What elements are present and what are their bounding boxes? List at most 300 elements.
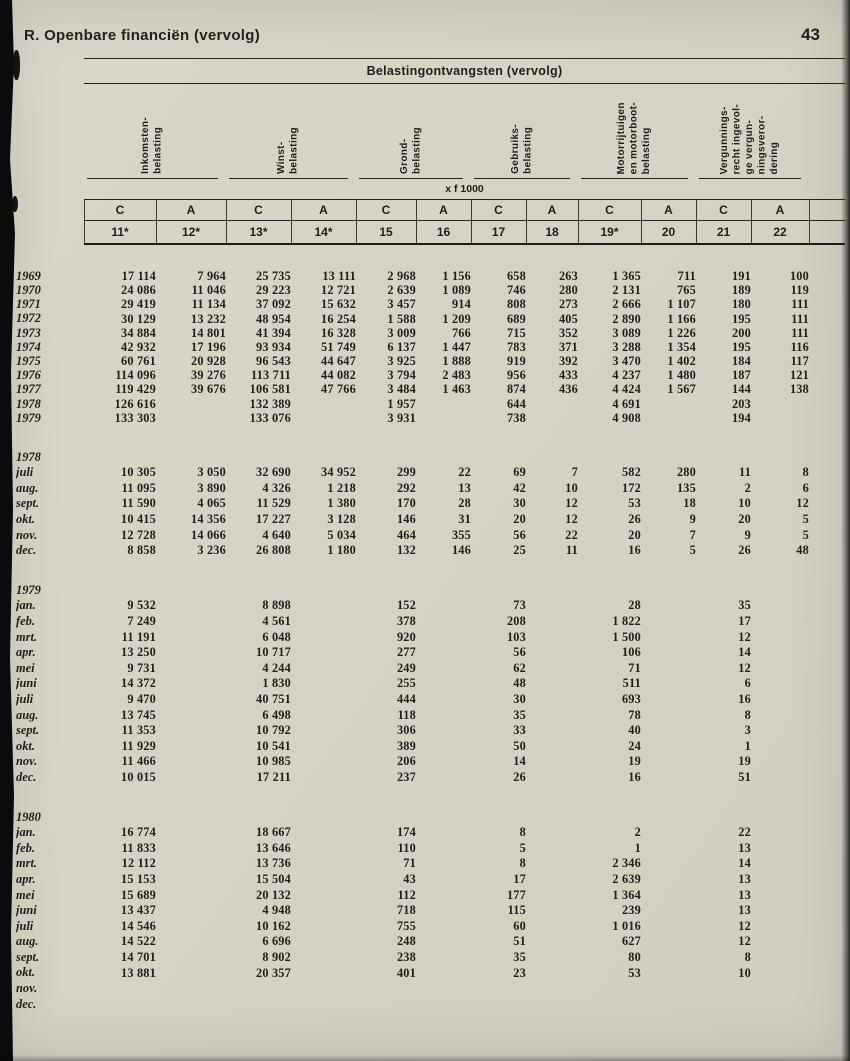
data-cell: 17 bbox=[738, 614, 751, 629]
data-cell: 1 380 bbox=[327, 496, 356, 511]
group-label-motorrijtuigen-en-motorbootbelasting bbox=[616, 102, 654, 174]
data-cell: 3 089 bbox=[612, 325, 641, 340]
data-cell bbox=[641, 397, 696, 411]
data-cell: 71 bbox=[403, 856, 416, 871]
data-cell: 26 bbox=[513, 769, 526, 784]
row-edge bbox=[809, 613, 845, 629]
table-row bbox=[16, 411, 845, 425]
data-cell bbox=[526, 980, 578, 996]
data-cell: 255 bbox=[396, 676, 416, 691]
data-cell: 238 bbox=[396, 949, 416, 964]
data-cell: 13 437 bbox=[120, 903, 156, 918]
data-cell: 15 689 bbox=[120, 887, 156, 902]
data-cell: 12 bbox=[738, 629, 751, 644]
data-cell: 13 881 bbox=[120, 965, 156, 980]
data-cell: 755 bbox=[396, 918, 416, 933]
data-cell: 1 365 bbox=[612, 269, 641, 283]
row-label: dec. bbox=[16, 996, 37, 1011]
column-number-cell: 20 bbox=[641, 221, 696, 245]
data-cell bbox=[156, 676, 226, 692]
data-cell: 106 581 bbox=[249, 382, 291, 397]
group-underline bbox=[359, 84, 463, 179]
data-cell bbox=[156, 613, 226, 629]
data-cell: 16 774 bbox=[120, 825, 156, 840]
data-cell: 121 bbox=[789, 368, 809, 383]
data-cell: 4 640 bbox=[262, 527, 291, 542]
data-cell: 1 016 bbox=[612, 918, 641, 933]
row-label: mei bbox=[16, 887, 35, 902]
group-label-line: belasting bbox=[411, 126, 422, 174]
data-cell: 14 372 bbox=[120, 676, 156, 691]
data-cell bbox=[471, 980, 526, 996]
row-label: mrt. bbox=[16, 856, 37, 871]
data-cell: 249 bbox=[396, 660, 416, 675]
data-cell: 174 bbox=[396, 825, 416, 840]
data-cell bbox=[416, 676, 471, 692]
data-cell bbox=[751, 856, 809, 872]
data-cell: 711 bbox=[677, 269, 696, 283]
data-cell bbox=[291, 903, 356, 919]
data-cell: 62 bbox=[513, 660, 526, 675]
data-cell: 31 bbox=[458, 512, 471, 527]
data-cell: 12 bbox=[565, 496, 578, 511]
data-cell: 389 bbox=[396, 738, 416, 753]
data-cell: 263 bbox=[558, 269, 578, 283]
row-edge bbox=[809, 543, 845, 559]
column-number-cell: 12* bbox=[156, 221, 226, 245]
data-cell: 405 bbox=[558, 311, 578, 326]
data-cell bbox=[291, 856, 356, 872]
group-underline bbox=[87, 84, 218, 179]
blank bbox=[84, 809, 845, 825]
data-cell: 18 bbox=[683, 496, 696, 511]
data-cell: 12 bbox=[565, 512, 578, 527]
data-cell: 808 bbox=[506, 297, 526, 312]
data-cell: 144 bbox=[731, 382, 751, 397]
row-label: nov. bbox=[16, 754, 38, 769]
data-cell: 11 bbox=[738, 465, 751, 480]
data-cell bbox=[641, 949, 696, 965]
data-cell: 111 bbox=[791, 311, 809, 326]
data-cell bbox=[156, 411, 226, 425]
data-cell: 436 bbox=[558, 382, 578, 397]
data-cell: 6 137 bbox=[387, 339, 416, 354]
row-label: juli bbox=[16, 691, 34, 706]
data-cell: 658 bbox=[506, 269, 526, 283]
data-cell: 4 244 bbox=[262, 660, 291, 675]
data-cell: 53 bbox=[628, 496, 641, 511]
data-cell: 3 bbox=[744, 723, 751, 738]
data-cell bbox=[291, 738, 356, 754]
data-cell bbox=[416, 645, 471, 661]
row-edge bbox=[809, 980, 845, 996]
data-cell: 2 639 bbox=[387, 283, 416, 298]
data-cell bbox=[416, 738, 471, 754]
table-row bbox=[16, 996, 845, 1012]
body-top-gap bbox=[16, 244, 845, 269]
data-cell: 1 957 bbox=[387, 396, 416, 411]
column-group-motorrijtuigen-en-motorbootbelasting bbox=[578, 84, 696, 180]
row-edge bbox=[809, 645, 845, 661]
data-cell: 30 129 bbox=[120, 311, 156, 326]
row-label: okt. bbox=[16, 738, 35, 753]
row-label: apr. bbox=[16, 871, 36, 886]
data-cell: 1 364 bbox=[612, 887, 641, 902]
data-cell: 1 822 bbox=[612, 614, 641, 629]
row-edge bbox=[809, 691, 845, 707]
data-cell bbox=[156, 825, 226, 841]
data-cell: 13 bbox=[738, 871, 751, 886]
column-group-winstbelasting bbox=[226, 84, 356, 180]
data-cell bbox=[751, 723, 809, 739]
table-row bbox=[16, 269, 845, 283]
data-cell bbox=[156, 598, 226, 614]
data-cell: 8 898 bbox=[262, 598, 291, 613]
data-cell: 3 484 bbox=[387, 382, 416, 397]
row-label: sept. bbox=[16, 723, 40, 738]
table-row bbox=[16, 598, 845, 614]
data-cell bbox=[291, 769, 356, 785]
data-cell: 170 bbox=[396, 496, 416, 511]
row-label: okt. bbox=[16, 965, 35, 980]
column-number-cell: 11* bbox=[84, 221, 156, 245]
data-cell: 765 bbox=[676, 283, 696, 298]
data-cell bbox=[641, 825, 696, 841]
data-cell bbox=[526, 903, 578, 919]
data-cell bbox=[526, 707, 578, 723]
table-row bbox=[16, 543, 845, 559]
data-cell bbox=[751, 660, 809, 676]
row-label: 1971 bbox=[16, 297, 41, 312]
data-cell: 715 bbox=[506, 325, 526, 340]
data-cell: 1 089 bbox=[442, 283, 471, 298]
data-cell: 41 394 bbox=[255, 325, 291, 340]
data-cell: 14 066 bbox=[190, 527, 226, 542]
table-row bbox=[16, 312, 845, 326]
data-cell: 2 bbox=[744, 480, 751, 495]
data-cell: 20 132 bbox=[255, 887, 291, 902]
data-cell: 8 bbox=[744, 707, 751, 722]
data-cell: 40 751 bbox=[255, 692, 291, 707]
data-cell: 1 107 bbox=[667, 297, 696, 312]
data-cell: 4 424 bbox=[612, 382, 641, 397]
data-cell bbox=[641, 676, 696, 692]
data-cell: 43 bbox=[403, 871, 416, 886]
row-label: sept. bbox=[16, 496, 40, 511]
row-edge bbox=[809, 723, 845, 739]
column-numbers-row bbox=[16, 221, 845, 245]
data-cell: 17 196 bbox=[190, 339, 226, 354]
data-cell: 2 968 bbox=[387, 269, 416, 283]
table-row bbox=[16, 825, 845, 841]
data-cell: 378 bbox=[396, 614, 416, 629]
row-label: sept. bbox=[16, 949, 40, 964]
data-cell bbox=[641, 660, 696, 676]
data-cell bbox=[526, 871, 578, 887]
data-cell: 10 bbox=[738, 965, 751, 980]
data-cell bbox=[156, 769, 226, 785]
data-cell bbox=[291, 918, 356, 934]
data-cell: 511 bbox=[622, 676, 641, 691]
data-cell: 3 009 bbox=[387, 325, 416, 340]
data-cell bbox=[291, 825, 356, 841]
data-cell: 194 bbox=[731, 410, 751, 425]
data-cell: 24 086 bbox=[120, 283, 156, 298]
section-year-label: 1980 bbox=[16, 809, 41, 824]
data-cell bbox=[526, 397, 578, 411]
column-number-cell: 15 bbox=[356, 221, 416, 245]
table-row bbox=[16, 283, 845, 297]
data-cell bbox=[641, 411, 696, 425]
group-label-vergunningsrecht bbox=[719, 104, 782, 174]
data-cell: 39 676 bbox=[190, 382, 226, 397]
data-cell bbox=[751, 949, 809, 965]
row-edge bbox=[809, 269, 845, 283]
data-cell: 3 050 bbox=[197, 465, 226, 480]
data-cell: 920 bbox=[396, 629, 416, 644]
data-cell bbox=[751, 754, 809, 770]
data-cell bbox=[416, 598, 471, 614]
data-cell: 1 156 bbox=[442, 269, 471, 283]
row-edge bbox=[809, 326, 845, 340]
data-cell: 28 bbox=[628, 598, 641, 613]
data-cell: 16 328 bbox=[320, 325, 356, 340]
row-edge bbox=[809, 660, 845, 676]
data-cell: 78 bbox=[628, 707, 641, 722]
table-row bbox=[16, 660, 845, 676]
row-edge bbox=[809, 738, 845, 754]
group-underline bbox=[699, 84, 801, 179]
data-cell: 1 480 bbox=[667, 368, 696, 383]
data-cell: 24 bbox=[628, 738, 641, 753]
group-label-line: Inkomsten- bbox=[140, 117, 151, 174]
data-cell bbox=[751, 996, 809, 1012]
row-label: juli bbox=[16, 465, 34, 480]
row-label: 1969 bbox=[16, 269, 41, 283]
table-row bbox=[16, 383, 845, 397]
row-label: dec. bbox=[16, 769, 37, 784]
row-edge bbox=[809, 918, 845, 934]
data-cell bbox=[356, 980, 416, 996]
data-cell: 13 736 bbox=[255, 856, 291, 871]
data-cell bbox=[291, 660, 356, 676]
data-cell bbox=[416, 949, 471, 965]
data-cell bbox=[751, 411, 809, 425]
data-cell: 30 bbox=[513, 496, 526, 511]
column-group-inkomstenbelasting bbox=[84, 84, 226, 180]
data-cell: 8 858 bbox=[127, 543, 156, 558]
data-cell: 5 bbox=[802, 527, 809, 542]
data-cell: 8 bbox=[519, 856, 526, 871]
data-cell: 3 470 bbox=[612, 354, 641, 369]
table-row bbox=[16, 527, 845, 543]
tax-table bbox=[16, 58, 845, 1012]
data-cell: 6 bbox=[802, 480, 809, 495]
data-cell: 6 048 bbox=[262, 629, 291, 644]
row-label: 1977 bbox=[16, 382, 41, 397]
data-cell: 693 bbox=[621, 692, 641, 707]
data-cell: 13 bbox=[738, 840, 751, 855]
data-cell: 3 925 bbox=[387, 354, 416, 369]
data-cell: 26 808 bbox=[255, 543, 291, 558]
data-cell: 9 bbox=[689, 512, 696, 527]
data-cell: 5 bbox=[689, 543, 696, 558]
data-cell bbox=[416, 887, 471, 903]
data-cell bbox=[156, 629, 226, 645]
unit-row bbox=[16, 179, 845, 200]
data-cell: 30 bbox=[513, 692, 526, 707]
row-label: feb. bbox=[16, 614, 35, 628]
data-cell: 119 bbox=[790, 283, 809, 298]
table-row bbox=[16, 980, 845, 996]
ca-header-cell: C bbox=[578, 200, 641, 221]
data-cell bbox=[526, 918, 578, 934]
data-cell bbox=[751, 825, 809, 841]
row-edge bbox=[809, 465, 845, 481]
data-cell: 914 bbox=[451, 297, 471, 312]
data-cell: 56 bbox=[513, 645, 526, 660]
data-cell: 26 bbox=[628, 512, 641, 527]
data-cell: 12 bbox=[738, 934, 751, 949]
data-cell: 273 bbox=[558, 297, 578, 312]
data-cell: 37 092 bbox=[255, 297, 291, 312]
table-row bbox=[16, 354, 845, 368]
data-cell: 10 bbox=[738, 496, 751, 511]
data-cell bbox=[416, 840, 471, 856]
data-cell bbox=[526, 660, 578, 676]
table-row bbox=[16, 465, 845, 481]
page-right-shadow bbox=[841, 0, 850, 1061]
data-cell bbox=[751, 965, 809, 981]
data-cell bbox=[416, 707, 471, 723]
data-cell: 22 bbox=[565, 527, 578, 542]
table-row bbox=[16, 480, 845, 496]
data-cell: 39 276 bbox=[190, 368, 226, 383]
data-cell bbox=[416, 629, 471, 645]
data-cell: 12 bbox=[738, 660, 751, 675]
data-cell bbox=[356, 996, 416, 1012]
data-cell: 16 254 bbox=[320, 311, 356, 326]
data-cell: 7 249 bbox=[127, 614, 156, 629]
data-cell: 13 111 bbox=[322, 269, 356, 283]
data-cell bbox=[156, 934, 226, 950]
data-cell: 3 236 bbox=[197, 543, 226, 558]
data-cell bbox=[751, 769, 809, 785]
section-label-row bbox=[16, 809, 845, 825]
data-cell: 20 357 bbox=[255, 965, 291, 980]
data-cell bbox=[526, 723, 578, 739]
table-title: Belastingontvangsten (vervolg) bbox=[84, 59, 845, 84]
data-cell: 5 bbox=[802, 512, 809, 527]
group-label-line: Winst- bbox=[276, 141, 287, 174]
data-cell: 73 bbox=[513, 598, 526, 613]
data-cell: 11 191 bbox=[121, 629, 156, 644]
data-cell: 11 353 bbox=[121, 723, 156, 738]
data-cell: 718 bbox=[396, 903, 416, 918]
blank bbox=[84, 582, 845, 598]
data-cell bbox=[471, 996, 526, 1012]
table-row bbox=[16, 871, 845, 887]
data-cell: 280 bbox=[558, 283, 578, 298]
gap bbox=[16, 244, 845, 269]
table-row bbox=[16, 368, 845, 382]
data-cell: 116 bbox=[790, 339, 809, 354]
data-cell: 14 356 bbox=[190, 512, 226, 527]
data-cell: 152 bbox=[396, 598, 416, 613]
data-cell: 1 bbox=[634, 840, 641, 855]
data-cell: 69 bbox=[513, 465, 526, 480]
data-cell bbox=[156, 903, 226, 919]
data-cell: 1 226 bbox=[667, 325, 696, 340]
data-cell bbox=[526, 769, 578, 785]
data-cell: 9 bbox=[744, 527, 751, 542]
data-cell bbox=[291, 397, 356, 411]
data-cell: 1 354 bbox=[667, 339, 696, 354]
data-cell: 146 bbox=[451, 543, 471, 558]
group-underline bbox=[229, 84, 348, 179]
header-edge bbox=[809, 221, 845, 245]
data-cell bbox=[641, 871, 696, 887]
header-spacer bbox=[16, 179, 84, 200]
row-edge bbox=[809, 511, 845, 527]
data-cell: 7 bbox=[689, 527, 696, 542]
data-cell: 10 305 bbox=[120, 465, 156, 480]
data-cell: 14 bbox=[738, 856, 751, 871]
data-cell: 28 bbox=[458, 496, 471, 511]
data-cell: 3 890 bbox=[197, 480, 226, 495]
data-cell: 11 046 bbox=[191, 283, 226, 298]
section-gap bbox=[16, 558, 845, 582]
data-cell bbox=[751, 934, 809, 950]
data-cell: 8 bbox=[744, 949, 751, 964]
data-cell: 1 180 bbox=[327, 543, 356, 558]
data-cell: 956 bbox=[506, 368, 526, 383]
data-cell: 16 bbox=[628, 543, 641, 558]
data-cell: 20 bbox=[513, 512, 526, 527]
page-header bbox=[24, 25, 820, 45]
data-cell: 110 bbox=[397, 840, 416, 855]
section-label-row bbox=[16, 449, 845, 465]
data-cell: 22 bbox=[738, 825, 751, 840]
data-cell: 1 166 bbox=[667, 311, 696, 326]
data-cell bbox=[291, 754, 356, 770]
data-cell: 10 015 bbox=[120, 769, 156, 784]
data-cell: 2 131 bbox=[612, 283, 641, 298]
data-cell bbox=[416, 934, 471, 950]
data-cell: 146 bbox=[396, 512, 416, 527]
group-label-line: ningsveror- bbox=[756, 115, 768, 174]
column-number-cell: 16 bbox=[416, 221, 471, 245]
row-edge bbox=[809, 996, 845, 1012]
data-cell: 133 303 bbox=[114, 410, 156, 425]
group-label-gebruiksbelasting bbox=[510, 124, 535, 174]
page-bottom-shadow bbox=[0, 1055, 850, 1061]
data-cell bbox=[526, 738, 578, 754]
data-cell: 53 bbox=[628, 965, 641, 980]
data-cell bbox=[416, 613, 471, 629]
data-cell: 9 532 bbox=[127, 598, 156, 613]
data-cell bbox=[578, 980, 641, 996]
data-cell bbox=[84, 996, 156, 1012]
data-cell: 9 470 bbox=[127, 692, 156, 707]
row-edge bbox=[809, 480, 845, 496]
group-label-line: ge vergun- bbox=[743, 119, 755, 174]
table-row bbox=[16, 496, 845, 512]
data-cell bbox=[641, 613, 696, 629]
section-year-label: 1978 bbox=[16, 449, 41, 464]
data-cell bbox=[751, 645, 809, 661]
data-cell: 200 bbox=[731, 325, 751, 340]
